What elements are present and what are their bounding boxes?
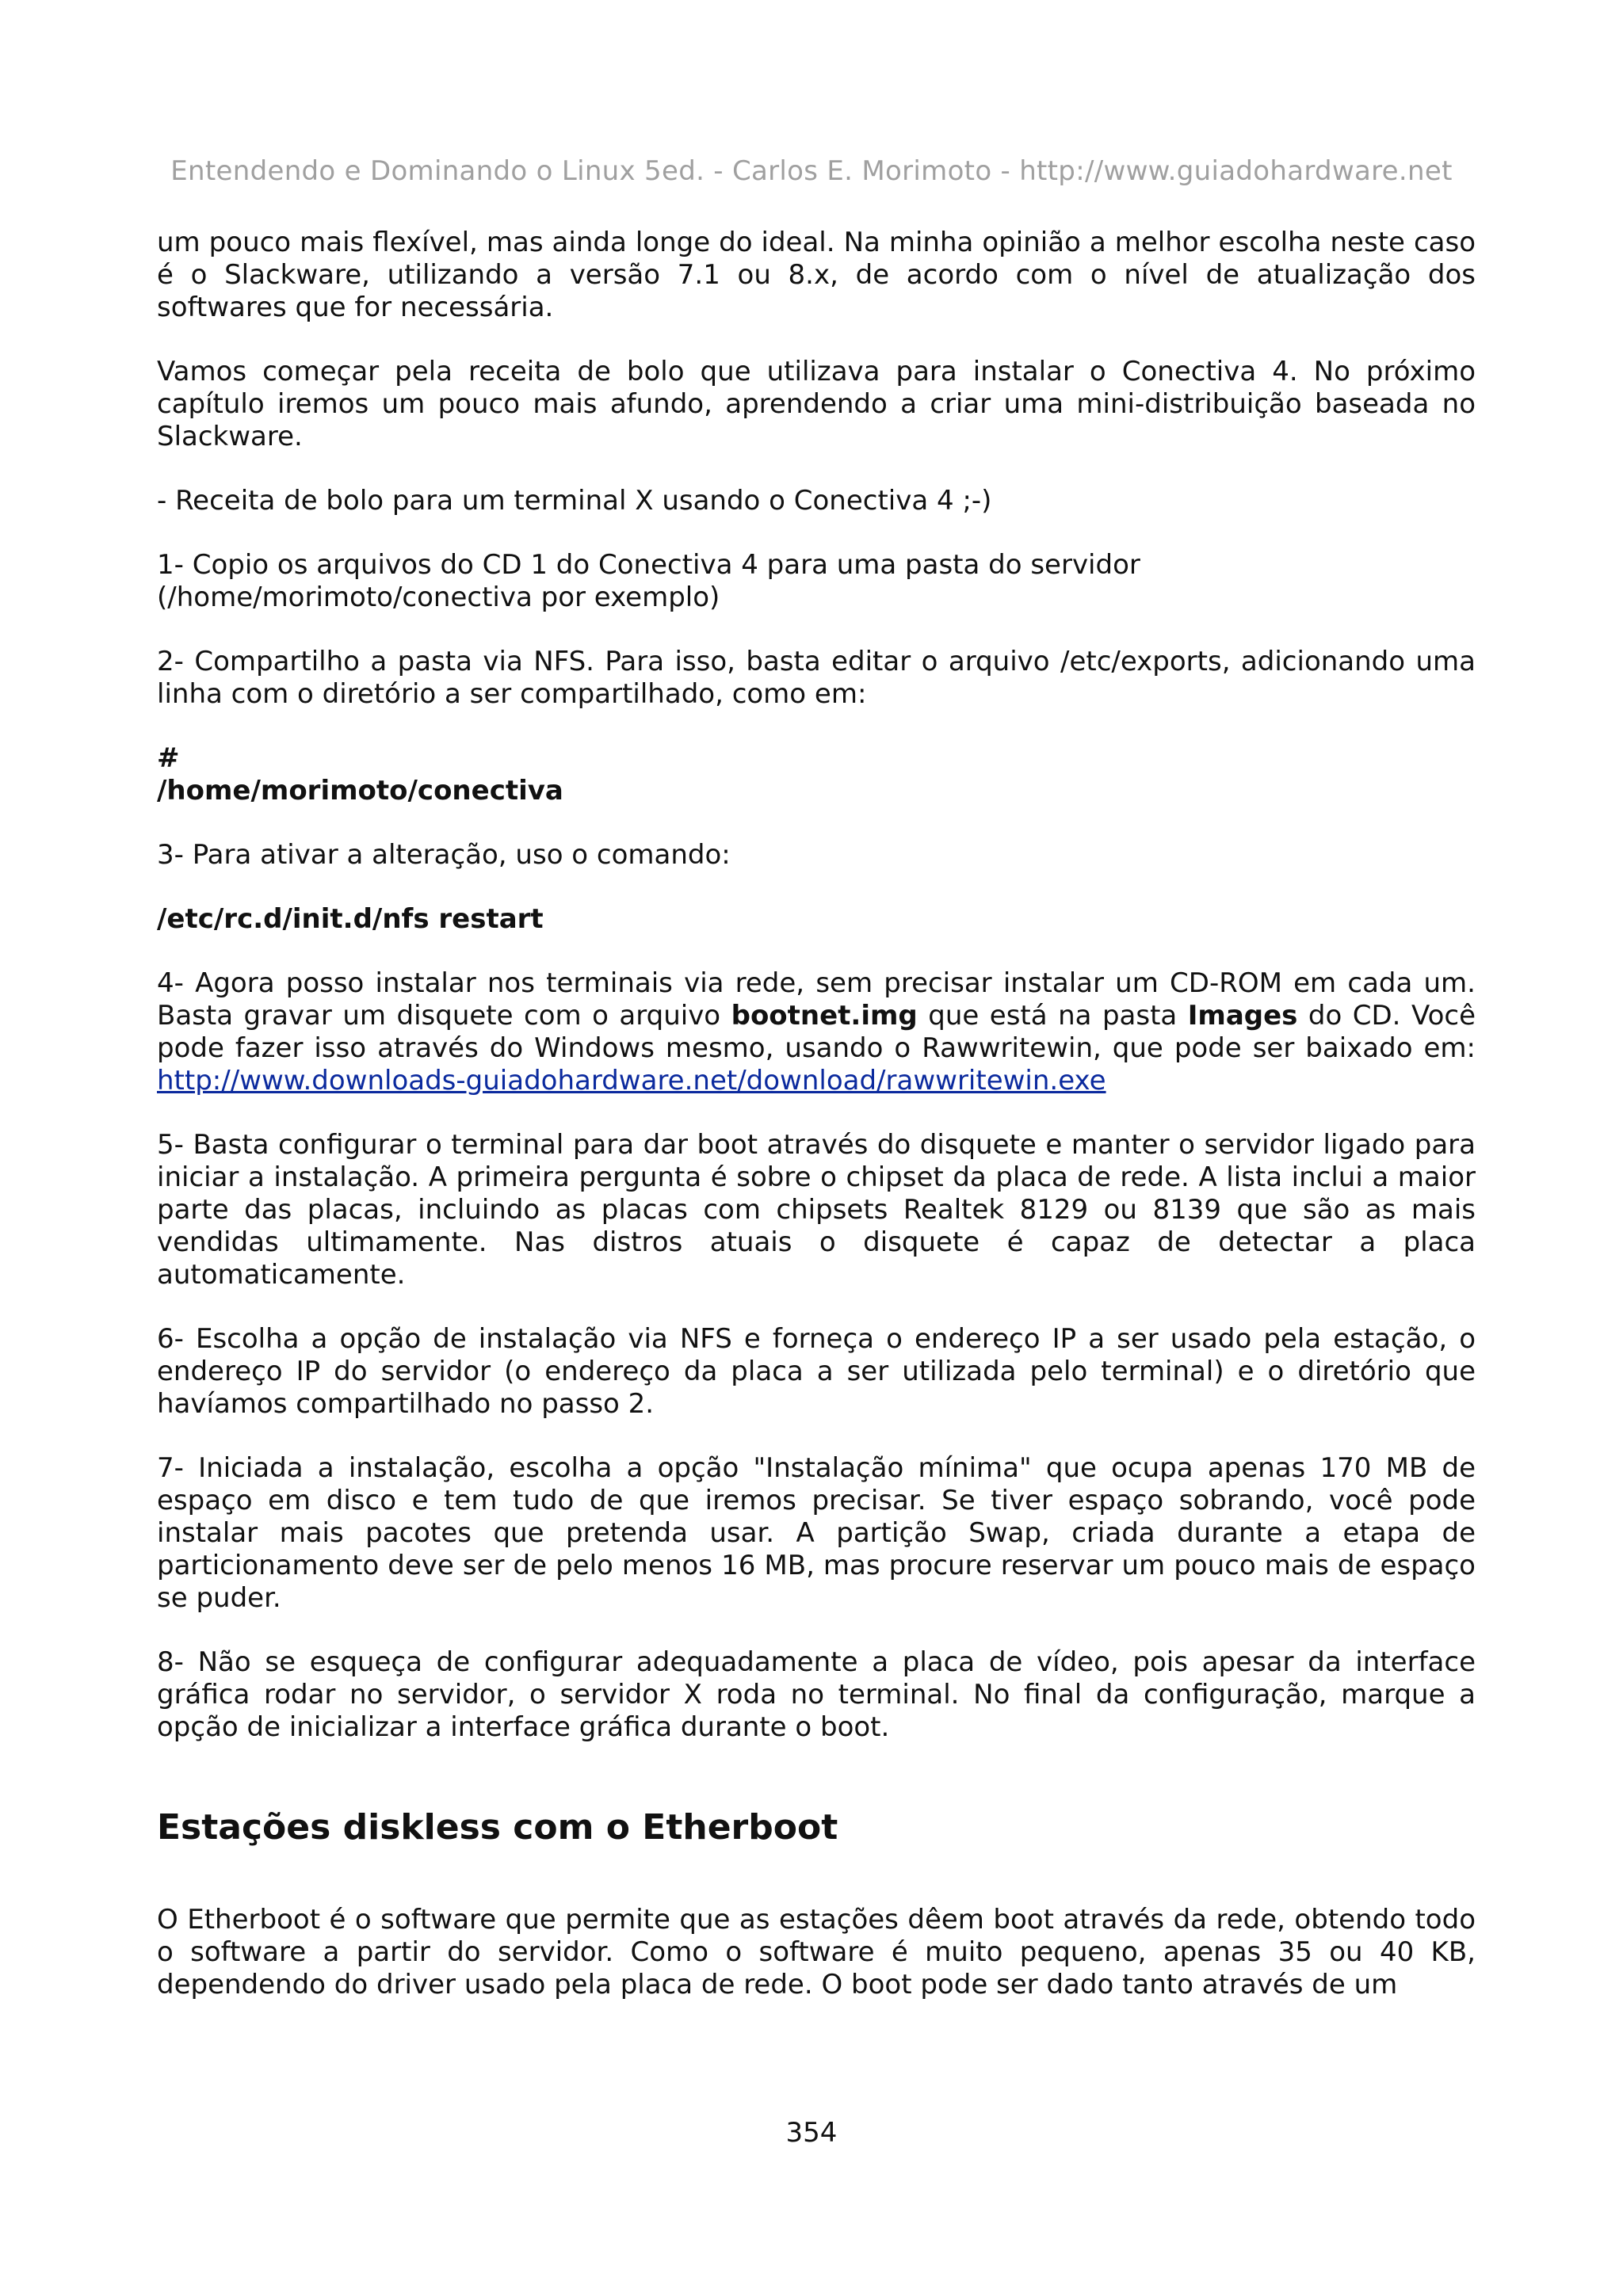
paragraph: O Etherboot é o software que permite que as estações dêem boot através da rede, obtendo todo o software a partir do servidor. Como o software é muito pequeno, apenas 35 ou 40 KB, dependendo do driver usado pela placa de rede. O boot pode ser dado tanto através de um xyxy=(157,1904,1476,2000)
paragraph xyxy=(157,549,1476,614)
page-content xyxy=(157,227,1476,2033)
code-line: /home/morimoto/conectiva xyxy=(157,775,563,807)
bold-filename: bootnet.img xyxy=(731,1000,918,1032)
paragraph xyxy=(157,967,1476,1097)
section-title: Estações diskless com o Etherboot xyxy=(157,1807,838,1848)
paragraph: 3- Para ativar a alteração, uso o comando: xyxy=(157,839,731,871)
page-number: 354 xyxy=(785,2117,838,2149)
paragraph: 2- Compartilho a pasta via NFS. Para isso, basta editar o arquivo /etc/exports, adicionando uma linha com o diretório a ser compartilhado, como em: xyxy=(157,646,1476,710)
running-header: Entendendo e Dominando o Linux 5ed. - Carlos E. Morimoto - http://www.guiadohardware.net xyxy=(170,155,1453,187)
code-block xyxy=(157,742,1476,807)
paragraph: 6- Escolha a opção de instalação via NFS e forneça o endereço IP a ser usado pela estação, o endereço IP do servidor (o endereço da placa a ser utilizada pelo terminal) e o diretório que havíamos compartilhado no passo 2. xyxy=(157,1323,1476,1420)
paragraph: 8- Não se esqueça de configurar adequadamente a placa de vídeo, pois apesar da interface gráfica rodar no servidor, o servidor X roda no terminal. No final da configuração, marque a opção de inicializar a interface gráfica durante o boot. xyxy=(157,1646,1476,1743)
paragraph-text: do CD. Você pode fazer isso através do Windows mesmo, usando o Rawwritewin, que pode ser baixado em: xyxy=(157,1000,1476,1064)
code-block xyxy=(157,903,1476,936)
paragraph: 7- Iniciada a instalação, escolha a opção "Instalação mínima" que ocupa apenas 170 MB de espaço em disco e tem tudo de que iremos precisar. Se tiver espaço sobrando, você pode instalar mais pacotes que pretenda usar. A partição Swap, criada durante a etapa de particionamento deve ser de pelo menos 16 MB, mas procure reservar um pouco mais de espaço se puder. xyxy=(157,1452,1476,1614)
code-line: # xyxy=(157,742,180,774)
download-link[interactable]: http://www.downloads-guiadohardware.net/download/rawwritewin.exe xyxy=(157,1065,1106,1097)
code-line: /etc/rc.d/init.d/nfs restart xyxy=(157,903,544,935)
paragraph: 5- Basta configurar o terminal para dar boot através do disquete e manter o servidor ligado para iniciar a instalação. A primeira pergunta é sobre o chipset da placa de rede. A lista inclui a maior parte das placas, incluindo as placas com chipsets Realtek 8129 ou 8139 que são as mais vendidas ultimamente. Nas distros atuais o disquete é capaz de detectar a placa automaticamente. xyxy=(157,1129,1476,1291)
bold-folder: Images xyxy=(1187,1000,1298,1032)
paragraph-text: que está na pasta xyxy=(917,1000,1188,1032)
paragraph-line: 1- Copio os arquivos do CD 1 do Conectiva 4 para uma pasta do servidor xyxy=(157,549,1140,581)
paragraph: - Receita de bolo para um terminal X usando o Conectiva 4 ;-) xyxy=(157,485,992,517)
paragraph: Vamos começar pela receita de bolo que utilizava para instalar o Conectiva 4. No próximo capítulo iremos um pouco mais afundo, aprendendo a criar uma mini-distribuição baseada no Slackware. xyxy=(157,356,1476,452)
paragraph-line: (/home/morimoto/conectiva por exemplo) xyxy=(157,582,720,613)
paragraph-text: 4- Agora posso instalar nos terminais via rede, sem precisar instalar um CD-ROM em cada um. Basta gravar um disquete com o arquivo xyxy=(157,967,1476,1032)
paragraph: um pouco mais flexível, mas ainda longe do ideal. Na minha opinião a melhor escolha neste caso é o Slackware, utilizando a versão 7.1 ou 8.x, de acordo com o nível de atualização dos softwares que for necessária. xyxy=(157,227,1476,323)
